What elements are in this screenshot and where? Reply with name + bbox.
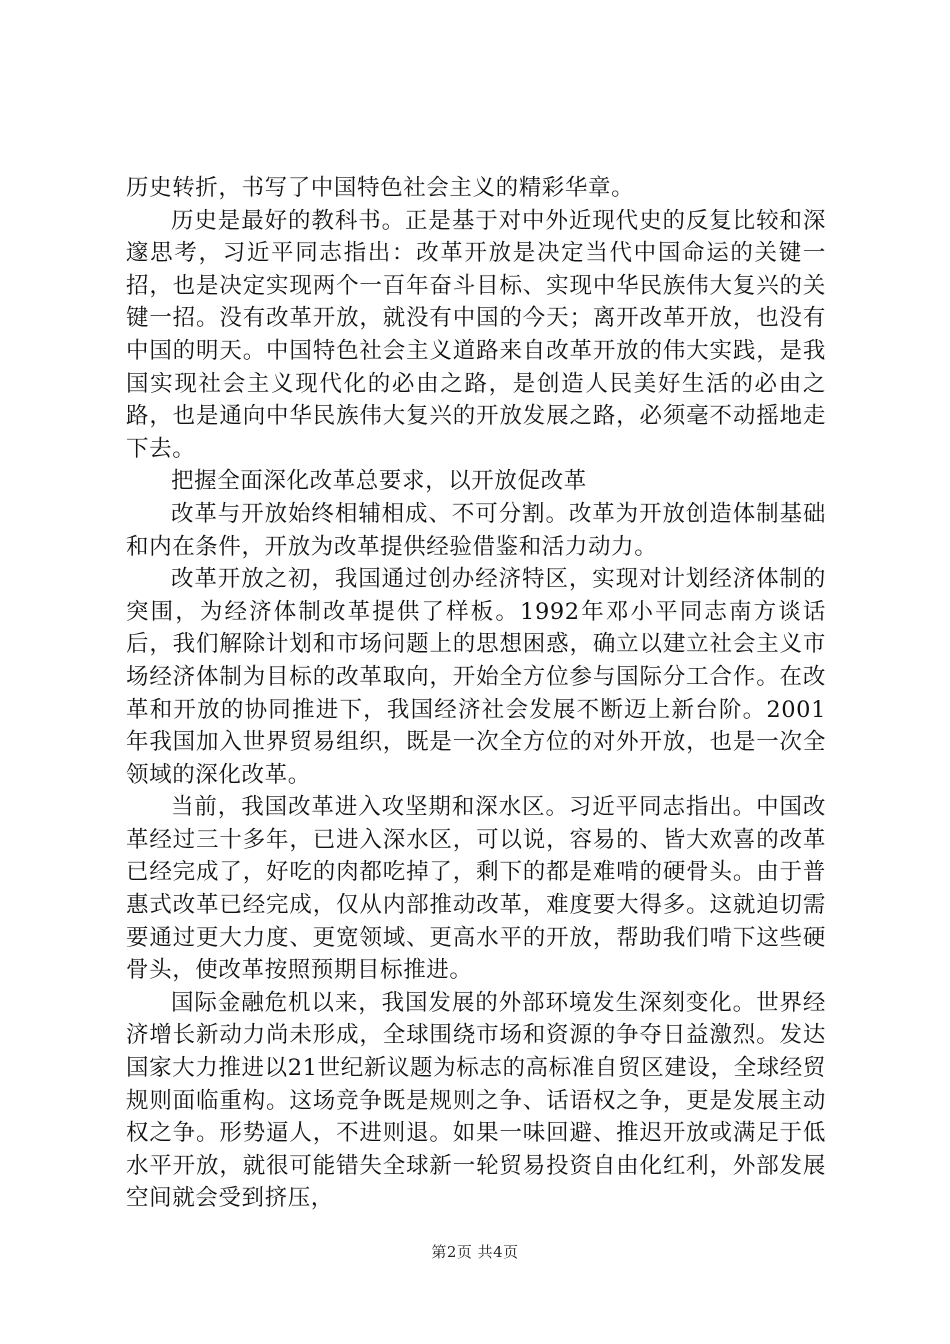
section-heading: 把握全面深化改革总要求，以开放促改革 xyxy=(171,468,587,495)
paragraph-history-textbook: 历史是最好的教科书。正是基于对中外近现代史的反复比较和深邃思考，习近平同志指出：改革开放是决定当代中国命运的关键一招，也是决定实现两个一百年奋斗目标、实现中华民族伟大复兴的关键一招。没有改革开放，就没有中国的今天；离开改革开放，也没有中国的明天。中国特色社会主义道路来自改革开放的伟大实践，是我国实现社会主义现代化的必由之路，是创造人民美好生活的必由之路，也是通向中华民族伟大复兴的开放发展之路，必须毫不动摇地走下去。 xyxy=(126,207,826,462)
paragraph-reform-opening: 改革与开放始终相辅相成、不可分割。改革为开放创造体制基础和内在条件，开放为改革提供经验借鉴和活力动力。 xyxy=(126,500,826,560)
paragraph-early-reform: 改革开放之初，我国通过创办经济特区，实现对计划经济体制的突围，为经济体制改革提供了样板。1992年邓小平同志南方谈话后，我们解除计划和市场问题上的思想困惑，确立以建立社会主义市场经济体制为目标的改革取向，开始全方位参与国际分工合作。在改革和开放的协同推进下，我国经济社会发展不断迈上新台阶。2001年我国加入世界贸易组织，既是一次全方位的对外开放，也是一次全领域的深化改革。 xyxy=(126,566,826,788)
document-body xyxy=(126,172,826,1215)
paragraph-continuation: 历史转折，书写了中国特色社会主义的精彩华章。 xyxy=(126,175,635,201)
page-footer: 第2页 共4页 xyxy=(431,1243,519,1261)
paragraph-current-reform: 当前，我国改革进入攻坚期和深水区。习近平同志指出。中国改革经过三十多年，已进入深水区，可以说，容易的、皆大欢喜的改革已经完成了，好吃的肉都吃掉了，剩下的都是难啃的硬骨头。由于普惠式改革已经完成，仅从内部推动改革，难度要大得多。这就迫切需要通过更大力度、更宽领域、更高水平的开放，帮助我们啃下这些硬骨头，使改革按照预期目标推进。 xyxy=(126,794,826,984)
paragraph-financial-crisis: 国际金融危机以来，我国发展的外部环境发生深刻变化。世界经济增长新动力尚未形成，全球围绕市场和资源的争夺日益激烈。发达国家大力推进以21世纪新议题为标志的高标准自贸区建设，全球经贸规则面临重构。这场竞争既是规则之争、话语权之争，更是发展主动权之争。形势逼人，不进则退。如果一味回避、推迟开放或满足于低水平开放，就很可能错失全球新一轮贸易投资自由化红利，外部发展空间就会受到挤压， xyxy=(126,989,826,1212)
